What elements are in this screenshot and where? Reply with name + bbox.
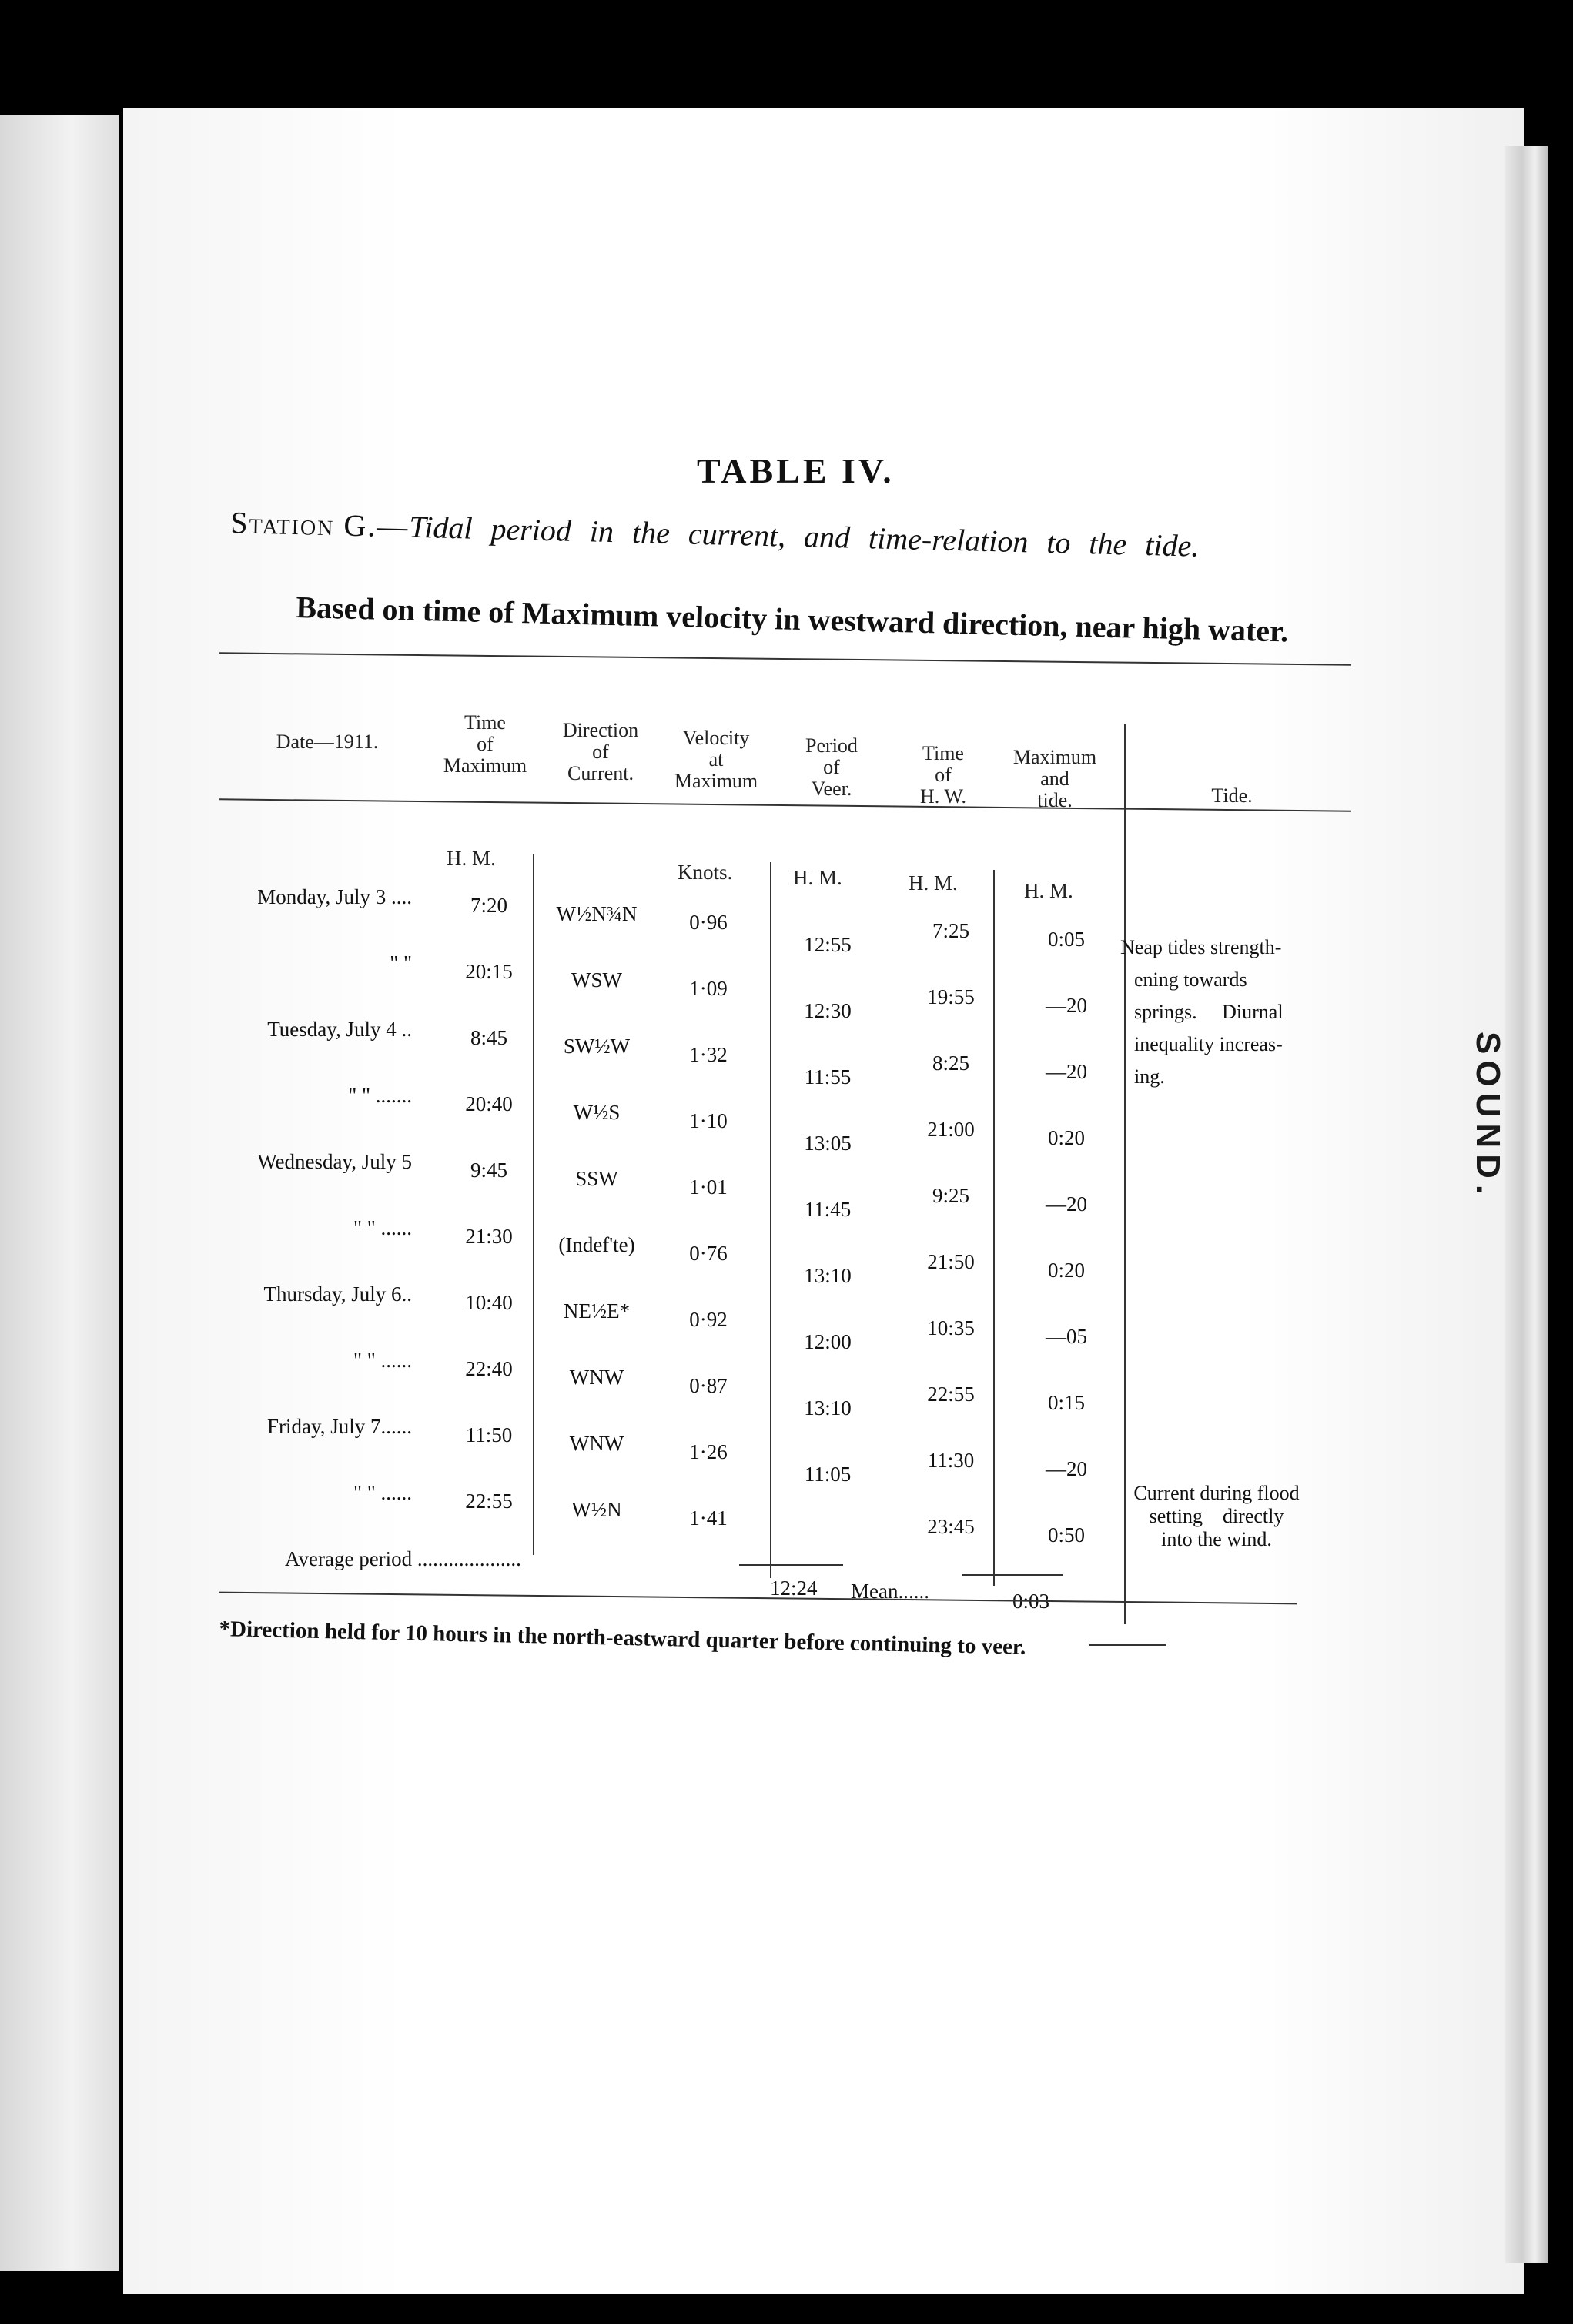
row-max-and-tide: 0:20 <box>1047 1259 1085 1282</box>
side-margin-mark: SOUND. <box>1469 1032 1507 1201</box>
row-hw: 19:55 <box>927 985 975 1008</box>
table-footnote: *Direction held for 10 hours in the north-eastward quarter before continuing to veer. <box>219 1617 1026 1660</box>
tide-remark-neap <box>1120 931 1351 1093</box>
row-max-and-tide: —05 <box>1046 1325 1087 1348</box>
row-hw: 21:00 <box>927 1118 975 1141</box>
remark-line: into the wind. <box>1161 1528 1272 1550</box>
row-max-and-tide: 0:20 <box>1047 1126 1085 1149</box>
row-hw: 10:35 <box>927 1316 975 1339</box>
row-max-and-tide: 0:50 <box>1047 1523 1085 1547</box>
row-date: " " ...... <box>353 1481 412 1504</box>
veer-period: 13:10 <box>804 1264 852 1287</box>
unit-hw: H. M. <box>909 871 958 894</box>
remark-rule <box>1089 1644 1166 1646</box>
row-hw: 23:45 <box>927 1515 975 1538</box>
remark-line: ing. <box>1134 1065 1165 1088</box>
row-max-and-tide: —20 <box>1046 994 1087 1017</box>
row-hw: 7:25 <box>932 919 969 942</box>
row-velocity: 0·96 <box>689 911 728 934</box>
row-max-and-tide: —20 <box>1046 1457 1087 1480</box>
book-edge <box>1505 146 1548 2263</box>
row-max-and-tide: —20 <box>1046 1060 1087 1083</box>
row-time-max: 20:40 <box>465 1092 513 1115</box>
row-direction: WNW <box>569 1432 624 1455</box>
row-max-and-tide: 0:05 <box>1047 928 1085 951</box>
remark-line: ening towards <box>1134 968 1247 991</box>
row-date: " " <box>390 951 412 975</box>
row-date: Monday, July 3 .... <box>257 885 412 908</box>
remark-line: inequality increas- <box>1134 1033 1283 1055</box>
veer-period: 13:10 <box>804 1396 852 1419</box>
row-hw: 11:30 <box>927 1449 975 1472</box>
row-hw: 9:25 <box>932 1184 969 1207</box>
col-header-date: Date—1911. <box>276 731 379 753</box>
row-velocity: 0·87 <box>689 1374 728 1397</box>
row-time-max: 9:45 <box>470 1159 507 1182</box>
col-header-veer: Period of Veer. <box>805 734 858 800</box>
average-period-value: 12:24 <box>770 1577 818 1600</box>
mean-rule <box>962 1574 1063 1576</box>
col-header-tide: Tide. <box>1211 784 1253 807</box>
row-time-max: 22:55 <box>465 1490 513 1513</box>
row-time-max: 10:40 <box>465 1291 513 1314</box>
remark-line: Neap tides strength- <box>1120 936 1282 958</box>
table-title: TABLE IV. <box>697 451 895 490</box>
row-velocity: 1·10 <box>689 1109 728 1132</box>
veer-period: 11:05 <box>804 1463 852 1486</box>
row-time-max: 20:15 <box>465 960 513 983</box>
veer-period: 11:45 <box>804 1198 852 1221</box>
unit-velocity: Knots. <box>678 861 733 884</box>
col-header-diff: Maximum and tide. <box>1012 746 1097 811</box>
col-header-direction: Direction of Current. <box>562 719 639 784</box>
col-header-time-max: Time of Maximum <box>443 711 527 777</box>
station-label: Station G.— <box>229 504 410 544</box>
col-rule-2 <box>770 862 771 1578</box>
row-date: " " ...... <box>353 1216 412 1239</box>
row-date: " " ...... <box>353 1349 412 1372</box>
mean-label: Mean...... <box>851 1580 929 1603</box>
row-direction: W½N¾N <box>556 902 638 925</box>
row-hw: 21:50 <box>927 1250 975 1273</box>
row-direction: WSW <box>571 968 622 991</box>
facing-page-edge <box>0 115 119 2271</box>
row-direction: SW½W <box>563 1035 631 1058</box>
row-max-and-tide: 0:15 <box>1047 1391 1085 1414</box>
remark-line: springs. Diurnal <box>1134 1001 1284 1023</box>
row-velocity: 1·26 <box>689 1440 728 1463</box>
row-time-max: 8:45 <box>470 1026 507 1049</box>
row-velocity: 0·76 <box>689 1242 728 1265</box>
row-velocity: 1·01 <box>689 1175 728 1199</box>
row-direction: W½S <box>573 1101 621 1124</box>
row-velocity: 1·32 <box>689 1043 728 1066</box>
veer-period: 12:55 <box>804 933 852 956</box>
unit-veer: H. M. <box>793 866 842 889</box>
average-period-label: Average period .................... <box>285 1547 521 1570</box>
row-direction: (Indef'te) <box>558 1233 635 1256</box>
row-time-max: 11:50 <box>465 1423 513 1446</box>
row-direction: W½N <box>571 1498 622 1521</box>
row-max-and-tide: —20 <box>1046 1192 1087 1216</box>
veer-period: 12:30 <box>804 999 852 1022</box>
col-header-hw: Time of H. W. <box>920 742 966 808</box>
row-time-max: 21:30 <box>465 1225 513 1248</box>
row-time-max: 22:40 <box>465 1357 513 1380</box>
unit-diff: H. M. <box>1024 879 1073 902</box>
veer-period: 13:05 <box>804 1132 852 1155</box>
tide-remark-current <box>1089 1482 1344 1551</box>
row-date: Wednesday, July 5 <box>257 1150 412 1173</box>
row-date: " " ....... <box>348 1084 412 1107</box>
remark-line: Current during flood <box>1133 1482 1300 1504</box>
table-basis: Based on time of Maximum velocity in westward direction, near high water. <box>295 589 1289 649</box>
row-direction: NE½E* <box>563 1299 631 1323</box>
veer-period: 11:55 <box>804 1065 852 1088</box>
row-velocity: 0·92 <box>689 1308 728 1331</box>
caption-text: Tidal period in the current, and time-relation to the tide. <box>408 509 1200 563</box>
row-date: Thursday, July 6.. <box>263 1282 412 1306</box>
row-time-max: 7:20 <box>470 894 507 917</box>
row-direction: SSW <box>575 1167 618 1190</box>
col-header-velocity: Velocity at Maximum <box>674 727 758 792</box>
average-rule <box>739 1564 843 1566</box>
row-direction: WNW <box>569 1366 624 1389</box>
col-rule-3 <box>993 870 995 1586</box>
row-velocity: 1·41 <box>689 1506 728 1530</box>
row-date: Tuesday, July 4 .. <box>267 1018 412 1041</box>
row-velocity: 1·09 <box>689 977 728 1000</box>
row-hw: 22:55 <box>927 1383 975 1406</box>
remark-line: setting directly <box>1149 1505 1284 1527</box>
unit-time-max: H. M. <box>447 847 496 870</box>
row-date: Friday, July 7...... <box>267 1415 412 1438</box>
row-hw: 8:25 <box>932 1052 969 1075</box>
veer-period: 12:00 <box>804 1330 852 1353</box>
